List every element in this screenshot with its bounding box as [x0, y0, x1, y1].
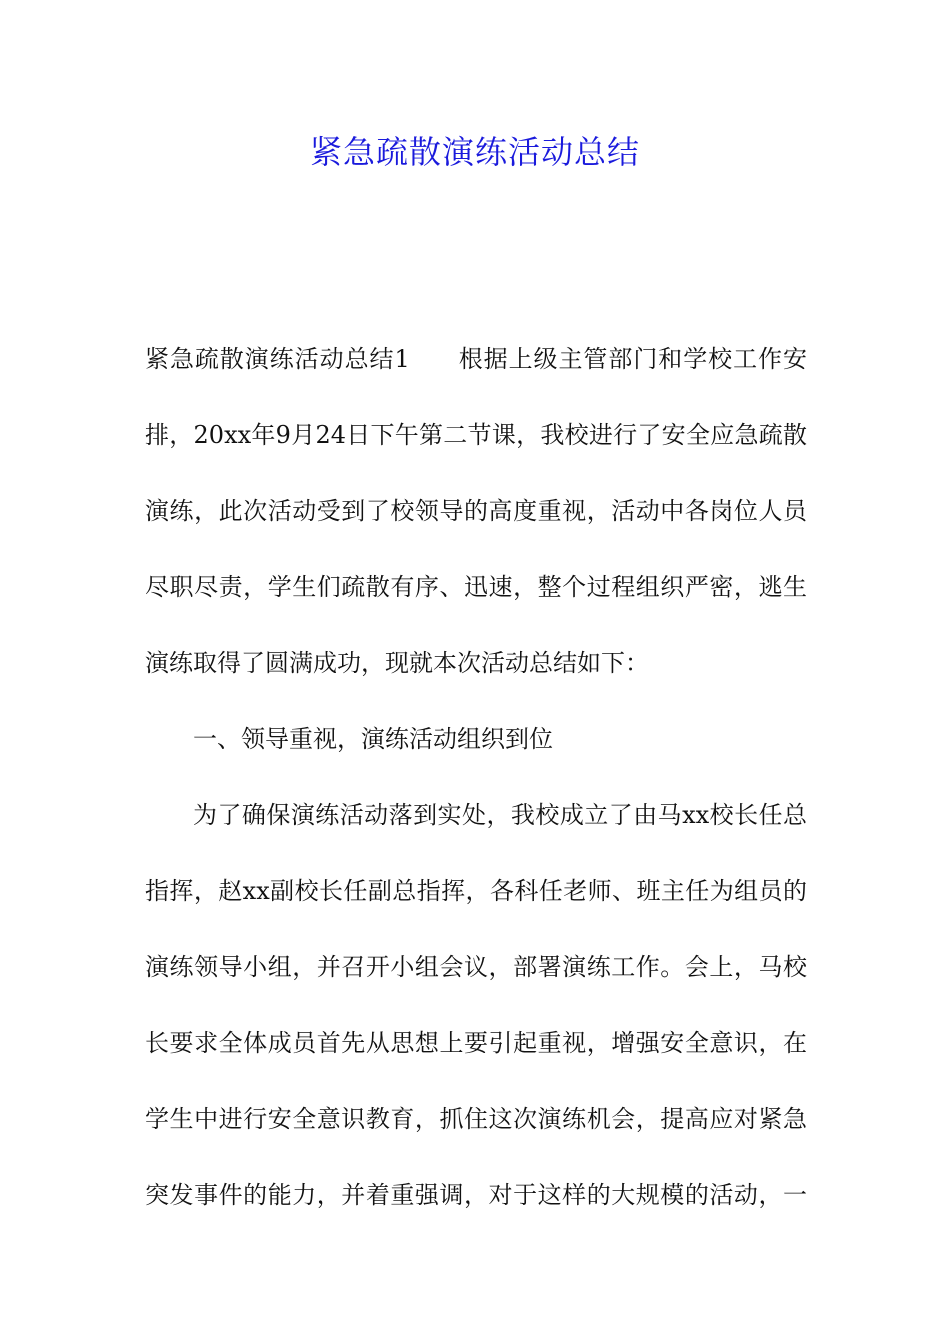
- paragraph-3-line-5: 学生中进行安全意识教育，抓住这次演练机会，提高应对紧急: [145, 1105, 807, 1133]
- paragraph-1-line-5: 演练取得了圆满成功，现就本次活动总结如下：: [145, 649, 649, 677]
- paragraph-3-line-2: 指挥，赵xx副校长任副总指挥，各科任老师、班主任为组员的: [145, 877, 807, 905]
- paragraph-1-line-3: 演练，此次活动受到了校领导的高度重视，活动中各岗位人员: [145, 497, 807, 525]
- paragraph-1-line-1: 紧急疏散演练活动总结1 根据上级主管部门和学校工作安: [145, 345, 808, 373]
- paragraph-3-line-1: 为了确保演练活动落到实处，我校成立了由马xx校长任总: [193, 801, 807, 829]
- paragraph-3-line-6: 突发事件的能力，并着重强调，对于这样的大规模的活动，一: [145, 1181, 807, 1209]
- document-body: [145, 321, 807, 1233]
- section-heading-1: 一、领导重视，演练活动组织到位: [193, 725, 553, 753]
- paragraph-3-line-3: 演练领导小组，并召开小组会议，部署演练工作。会上，马校: [145, 953, 807, 981]
- document-title: 紧急疏散演练活动总结: [309, 133, 640, 171]
- paragraph-1-line-2: 排，20xx年9月24日下午第二节课，我校进行了安全应急疏散: [145, 421, 807, 449]
- paragraph-1-line-4: 尽职尽责，学生们疏散有序、迅速，整个过程组织严密，逃生: [145, 573, 807, 601]
- paragraph-3-line-4: 长要求全体成员首先从思想上要引起重视，增强安全意识，在: [145, 1029, 807, 1057]
